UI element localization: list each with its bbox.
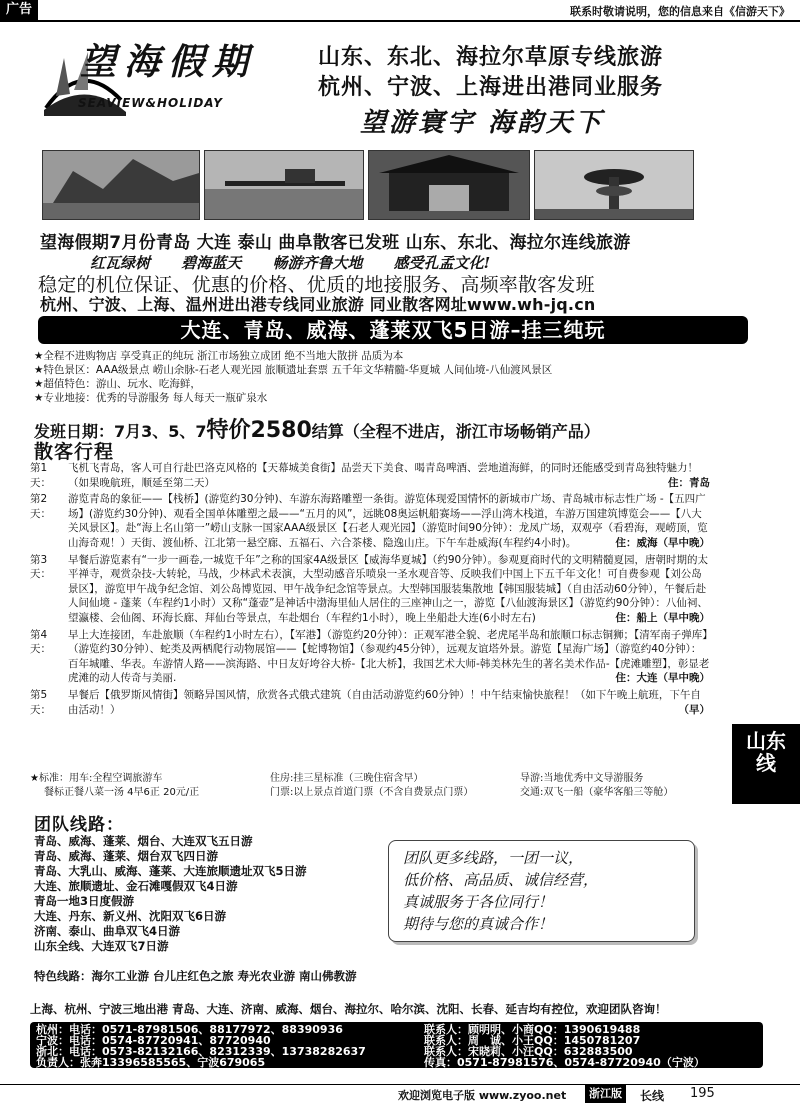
- section-tab: [732, 724, 800, 804]
- contact-row: [36, 1057, 763, 1068]
- contact-block: [30, 1022, 763, 1068]
- day-stay: 住：青岛: [668, 476, 710, 489]
- footer-edition: 浙江版: [585, 1085, 626, 1103]
- photo-pier: [204, 150, 364, 220]
- footer-website[interactable]: 欢迎浏览电子版 www.zyoo.net: [398, 1089, 567, 1102]
- headline-3: 稳定的机位保证、优惠的价格、优质的地接服务、高频率散客发班: [38, 274, 595, 296]
- contact-person: 联系人：宋晓莉、小汪QQ：632883500: [424, 1045, 633, 1058]
- itinerary-day: [30, 688, 710, 717]
- header-line-2: 杭州、宁波、上海进出港同业服务: [318, 75, 664, 100]
- footer-section: 长线: [640, 1089, 665, 1103]
- contact-fax: 传真：0571-87981576、0574-87720940（宁波）: [424, 1056, 705, 1069]
- headline-2: 红瓦绿树 碧海蓝天 畅游齐鲁大地 感受孔孟文化!: [90, 254, 491, 272]
- team-message-box: [388, 840, 695, 942]
- departure-dates: 发班日期：7月3、5、7: [34, 422, 207, 441]
- section-tab-label: 山东线: [746, 729, 786, 775]
- itinerary-day: [30, 461, 710, 490]
- departure-info: [34, 413, 600, 444]
- itinerary-day: [30, 492, 710, 550]
- feature-list: [34, 349, 754, 405]
- photo-gate: [368, 150, 530, 220]
- standards: [30, 772, 720, 800]
- day-text: 早上大连接团，车赴旅顺（车程约1小时左右），【军港】（游览约20分钟）：正观军港全貌、老虎尾半岛和旅顺口标志铜狮；【清军南子弹库】（游览约30分钟）、蛇类及两栖爬行动物展馆——【蛇博物馆】（参观约45分钟），远观友谊塔外景。游览【星海广场】（游览约40分钟）：百年城雕、华表。车游情人路——滨海路、中日友好垮谷大桥-【北大桥】，我国艺术大师-韩美林先生的著名美术作品-【虎滩雕塑】，彰显老虎滩的动人传奇与美丽.: [68, 628, 710, 685]
- tour-banner: 大连、青岛、威海、蓬莱双飞5日游–挂三纯玩: [38, 316, 748, 344]
- page-number: 195: [690, 1086, 715, 1101]
- standard-item: 门票:以上景点首道门票（不含自费景点门票）: [270, 787, 474, 798]
- team-title: 团队线路：: [34, 815, 124, 835]
- feature-item: ★超值特色：游山、玩水、吃海鲜，: [34, 378, 201, 390]
- photo-rocks: [42, 150, 200, 220]
- day-text: 飞机飞青岛，客人可自行赴巴洛克风格的【天幕城美食街】品尝天下美食、喝青岛啤酒、尝地道海鲜，的同时还能感受到青岛独特魅力！（如果晚航班，顺延至第二天）: [68, 462, 698, 489]
- footer: [0, 1084, 800, 1104]
- day-stay: （早）: [678, 703, 710, 716]
- team-route-list: [34, 834, 307, 954]
- standard-item: 餐标正餐八菜一汤 4早6正 20元/正: [44, 787, 200, 798]
- itinerary: [30, 461, 710, 719]
- team-message: 真诚服务于各位同行！: [403, 893, 554, 911]
- header-line-1: 山东、东北、海拉尔草原专线旅游: [318, 45, 664, 70]
- day-text: 早餐后【俄罗斯风情街】领略异国风情，欣赏各式俄式建筑（自由活动游览约60分钟）！中午结束愉快旅程！（如下午晚上航班，下午自由活动！）: [68, 688, 701, 716]
- team-message: 团队更多线路，一团一议，: [403, 849, 584, 867]
- team-route: 青岛、大乳山、威海、蓬莱、大连旅顺遗址双飞5日游: [34, 864, 307, 878]
- contact-person: 联系人：顾明明、小商QQ：1390619488: [424, 1023, 641, 1036]
- feature-item: ★特色景区：AAA级景点 崂山余脉-石老人观光园 旅顺遗址套票 五千年文华精髓-华夏城 人间仙境-八仙渡风景区: [34, 364, 553, 376]
- day-label: 第4天：: [30, 628, 51, 656]
- itinerary-title: 散客行程: [34, 441, 115, 463]
- special-routes: 特色线路：海尔工业游 台儿庄红色之旅 寿光农业游 南山佛教游: [34, 969, 357, 983]
- feature-item: ★专业地接：优秀的导游服务 每人每天一瓶矿泉水: [34, 392, 268, 404]
- team-route: 大连、旅顺遗址、金石滩嘎假双飞4日游: [34, 879, 238, 893]
- standard-item: 交通:双飞一船（豪华客船三等舱）: [520, 787, 674, 798]
- feature-item: ★全程不进购物店 享受真正的纯玩 浙江市场独立成团 绝不当地大散拼 品质为本: [34, 350, 404, 362]
- team-message: 期待与您的真诚合作！: [403, 915, 554, 933]
- team-message: 低价格、高品质、诚信经营，: [403, 871, 599, 889]
- contact-person: 联系人：周 诚、小王QQ：1450781207: [424, 1034, 641, 1047]
- contact-phone: 宁波：电话：0574-87720941、87720940: [36, 1034, 271, 1047]
- day-stay: 住：船上（早中晚）: [615, 611, 710, 624]
- standard-item: 住房:挂三星标准（三晚住宿含早）: [270, 773, 424, 784]
- day-label: 第2天：: [30, 493, 51, 520]
- day-text: 游览青岛的象征——【栈桥】(游览约30分钟)、车游东海路雕塑一条街。游览体现爱国情怀的新城市广场、青岛城市标志性广场 -【五四广场】(游览约30分钟)、观看全国单体雕塑之最——“五月的风”，远眺08奥运帆船赛场——浮山湾木栈道，车游万国建筑博览会——【八大关风景区】。赴“海上名山第一”崂山支脉一国家AAA级景区【石老人观光园】（游览时间90分钟）：龙凤广场，双观亭（看碧海，观崂顶，览山海奇观！）天街、渡仙桥、江北第一悬空廊、五福石、六合茶楼、隐逸山庄。下午车赴威海(车程约4小时)。: [68, 493, 708, 549]
- contact-phone: 浙北：电话：0573-82132166、82312339、13738282637: [36, 1045, 366, 1058]
- day-stay: 住：大连（早中晚）: [615, 672, 710, 685]
- team-route: 青岛、威海、蓬莱、烟台、大连双飞五日游: [34, 834, 253, 848]
- standard-item: ★标准：用车:全程空调旅游车: [30, 773, 163, 784]
- itinerary-day: [30, 553, 710, 626]
- logo-title: 望海假期: [80, 41, 257, 83]
- day-label: 第5天：: [30, 688, 51, 716]
- day-text: 早餐后游览素有“一步一画卷,一城览千年”之称的国家4A级景区【威海华夏城】（约90分钟）。参观夏商时代的文明精髓夏园，唐朝时期的太平禅寺，观赏杂技-大转轮，马战，少林武术表演，大型动感音乐喷泉一圣水观音等、反映我们中国上下五千年文化！可自费参观【刘公岛景区】，游览甲午战争纪念馆、刘公岛博览园、甲午战争纪念馆等景点。大型韩国服装集散地【韩国服装城】（自由活动60分钟），午餐后赴人间仙境 - 蓬莱（车程约1小时）又称“蓬壶”是神话中渤海里仙人居住的三座神山之一，游览【八仙渡海景区】（游览约90分钟）：八仙祠、望瀛楼、会仙阁、环海长廊、拜仙台等景点，车赴烟台（车程约1小时），晚上坐船赴大连(6小时左右): [68, 553, 708, 624]
- day-label: 第3天：: [30, 553, 51, 581]
- departure-note: 结算（全程不进店，浙江市场畅销产品）: [311, 422, 600, 441]
- photo-tower: [534, 150, 694, 220]
- contact-phone: 杭州：电话：0571-87981506、88177972、88390936: [36, 1023, 343, 1036]
- ad-tag: 广告: [0, 0, 38, 20]
- team-route: 青岛一地3日度假游: [34, 894, 135, 908]
- headline-4: 杭州、宁波、上海、温州进出港专线同业旅游 同业散客网址www.wh-jq.cn: [40, 295, 596, 314]
- departure-ports: 上海、杭州、宁波三地出港 青岛、大连、济南、威海、烟台、海拉尔、哈尔滨、沈阳、长春、延吉均有控位，欢迎团队咨询！: [30, 1002, 667, 1016]
- itinerary-day: [30, 628, 710, 686]
- team-route: 大连、丹东、新义州、沈阳双飞6日游: [34, 909, 226, 923]
- headline-1: 望海假期7月份青岛 大连 泰山 曲阜散客已发班 山东、东北、海拉尔连线旅游: [40, 233, 631, 253]
- day-stay: 住：威海（早中晚）: [615, 536, 710, 549]
- team-route: 青岛、威海、蓬莱、烟台双飞四日游: [34, 849, 218, 863]
- day-label: 第1天：: [30, 462, 51, 489]
- standard-item: 导游:当地优秀中文导游服务: [520, 773, 644, 784]
- special-price: 特价2580: [206, 418, 312, 443]
- contact-manager: 负责人：张奔13396585565、宁波679065: [36, 1056, 266, 1069]
- slogan: 望游寰宇 海韵天下: [360, 108, 605, 138]
- logo-subtitle: SEAVIEW&HOLIDAY: [78, 96, 223, 110]
- team-route: 山东全线、大连双飞7日游: [34, 939, 169, 953]
- team-route: 济南、泰山、曲阜双飞4日游: [34, 924, 181, 938]
- top-note: 联系时敬请说明，您的信息来自《信游天下》: [570, 5, 790, 18]
